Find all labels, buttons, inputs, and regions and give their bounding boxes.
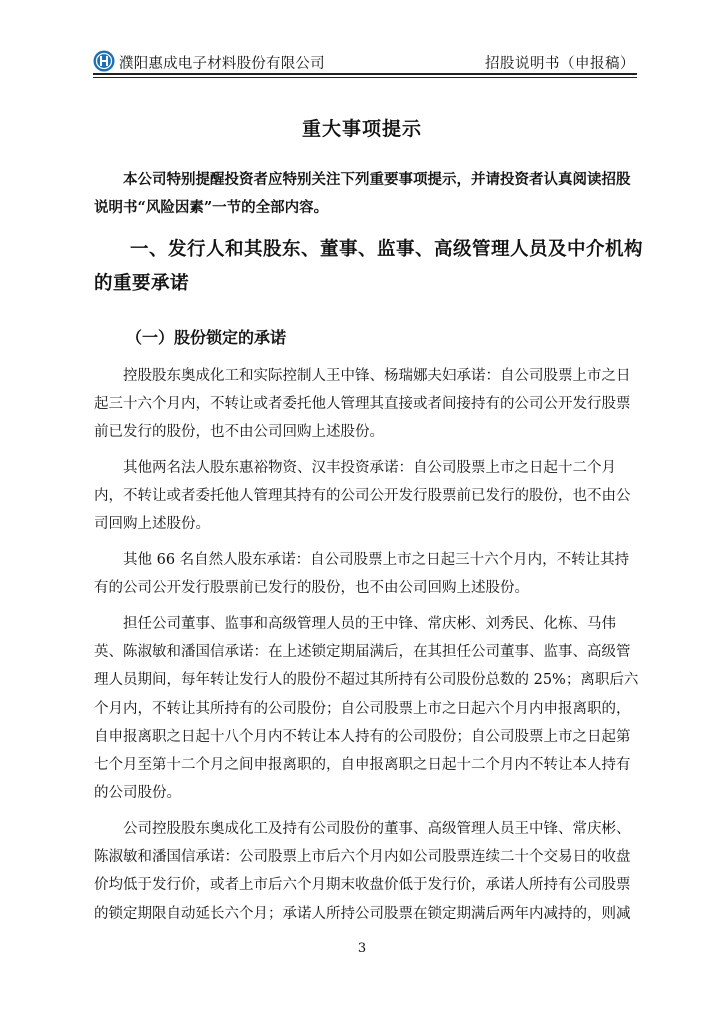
subsection-heading: （一）股份锁定的承诺 (126, 328, 287, 347)
paragraph-5: 公司控股股东奥成化工及持有公司股份的董事、高级管理人员王中锋、常庆彬、陈淑敏和潘国信承诺：公司股票上市后六个月内如公司股票连续二十个交易日的收盘价均低于发行价，或者上市后六个月期末收盘价低于发行价，承诺人所持有公司股票的锁定期限自动延长六个月；承诺人所持公司股票在锁定期满后两年内减持的，则减 (94, 821, 631, 922)
document-type: 招股说明书（申报稿） (485, 56, 635, 72)
company-name: 濮阳惠成电子材料股份有限公司 (119, 56, 325, 72)
paragraph-4: 担任公司董事、监事和高级管理人员的王中锋、常庆彬、刘秀民、化栋、马伟英、陈淑敏和潘国信承诺：在上述锁定期届满后，在其担任公司董事、监事、高级管理人员期间，每年转让发行人的股份不超过其所持有公司股份总数的 25%；离职后六个月内，不转让其所持有的公司股份；自公司股票上市之日起六个月内申报离职的，自申报离职之日起十八个月内不转让本人持有的公司股份；自公司股票上市之日起第七个月至第十二个月之间申报离职的，自申报离职之日起十二个月内不转让本人持有的公司股份。 (94, 616, 639, 802)
header-divider-thin (93, 77, 637, 78)
page-number: 3 (357, 941, 367, 956)
section-heading: 一、发行人和其股东、董事、监事、高级管理人员及中介机构的重要承诺 (94, 239, 644, 294)
paragraph-3: 其他 66 名自然人股东承诺：自公司股票上市之日起三十六个月内，不转让其持有的公司公开发行股票前已发行的股份，也不由公司回购上述股份。 (94, 552, 630, 597)
paragraph-2: 其他两名法人股东惠裕物资、汉丰投资承诺：自公司股票上市之日起十二个月内，不转让或者委托他人管理其持有的公司公开发行股票前已发行的股份，也不由公司回购上述股份。 (94, 460, 631, 533)
intro-paragraph: 本公司特别提醒投资者应特别关注下列重要事项提示，并请投资者认真阅读招股说明书“风险因素”一节的全部内容。 (94, 171, 631, 217)
header-divider (93, 73, 637, 75)
paragraph-1: 控股股东奥成化工和实际控制人王中锋、杨瑞娜夫妇承诺：自公司股票上市之日起三十六个月内，不转让或者委托他人管理其直接或者间接持有的公司公开发行股票前已发行的股份，也不由公司回购上述股份。 (94, 368, 631, 441)
page-title: 重大事项提示 (301, 118, 422, 140)
page-header (93, 48, 637, 78)
company-logo-icon (93, 50, 115, 72)
